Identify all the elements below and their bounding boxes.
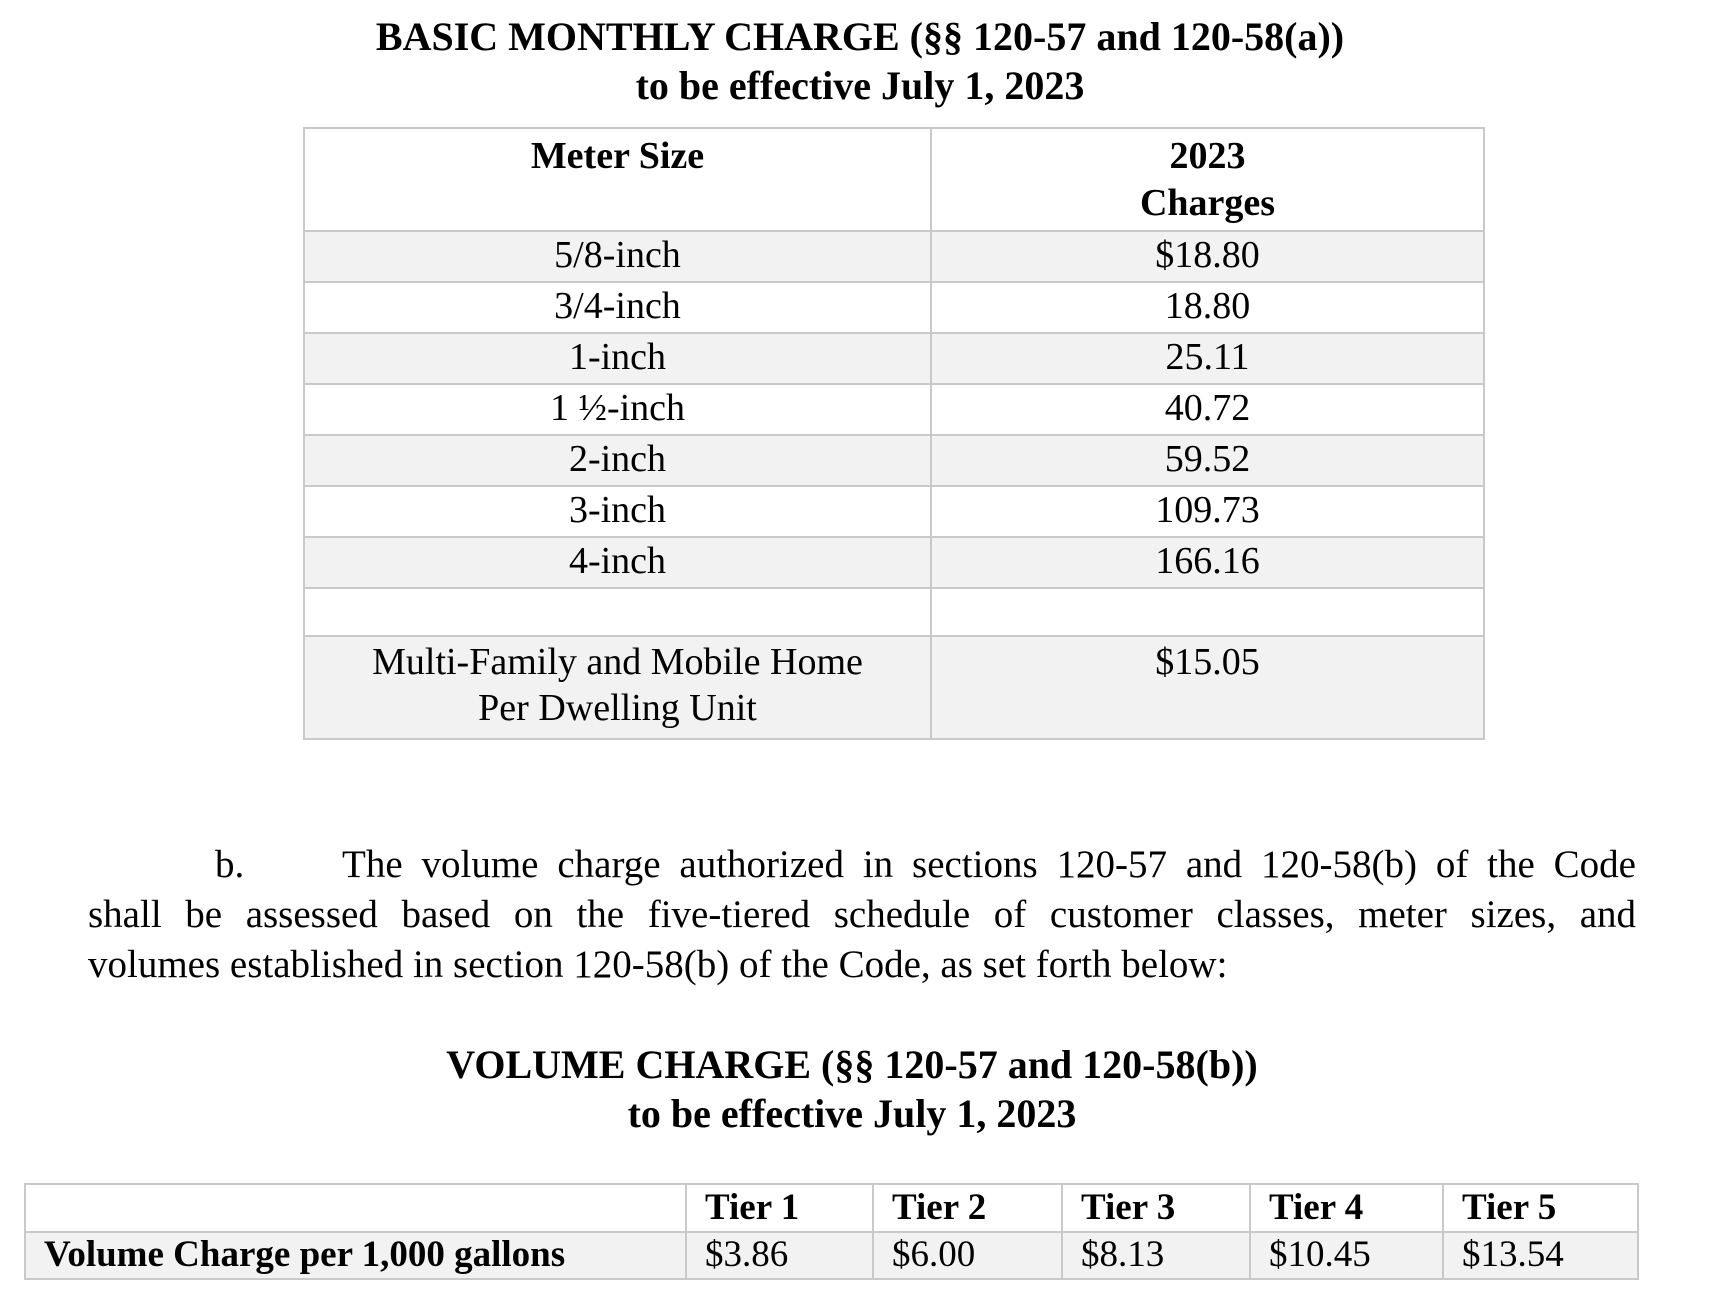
empty-row bbox=[304, 588, 1484, 636]
table-row bbox=[304, 231, 1484, 282]
volume-charge-row bbox=[25, 1232, 1638, 1279]
multi-family-label-line2: Per Dwelling Unit bbox=[478, 687, 757, 729]
meter-size-cell: 5/8-inch bbox=[304, 231, 931, 282]
empty-header-cell bbox=[25, 1184, 686, 1232]
table-row bbox=[304, 282, 1484, 333]
tier-header: Tier 1 bbox=[686, 1184, 873, 1232]
paragraph-b bbox=[88, 840, 1636, 990]
table-row bbox=[304, 435, 1484, 486]
tier-value: $10.45 bbox=[1250, 1232, 1443, 1279]
tier-header: Tier 5 bbox=[1443, 1184, 1638, 1232]
header-charges-label: Charges bbox=[1139, 182, 1276, 224]
meter-size-cell: 1 ½-inch bbox=[304, 384, 931, 435]
tier-value: $13.54 bbox=[1443, 1232, 1638, 1279]
tier-value: $6.00 bbox=[873, 1232, 1062, 1279]
paragraph-line-1 bbox=[88, 840, 1636, 890]
header-charges-year: 2023 bbox=[1169, 135, 1246, 177]
charge-cell: 25.11 bbox=[931, 333, 1484, 384]
paragraph-marker: b. bbox=[215, 843, 245, 886]
tier-header-row bbox=[25, 1184, 1638, 1232]
table-row bbox=[304, 537, 1484, 588]
tier-value: $3.86 bbox=[686, 1232, 873, 1279]
volume-charge-label: Volume Charge per 1,000 gallons bbox=[25, 1232, 686, 1279]
meter-size-cell: 1-inch bbox=[304, 333, 931, 384]
paragraph-line-1-text: The volume charge authorized in sections 120-57 and 120-58(b) of the Code bbox=[342, 843, 1636, 886]
charge-cell: 109.73 bbox=[931, 486, 1484, 537]
basic-charge-title-line2: to be effective July 1, 2023 bbox=[635, 63, 1085, 108]
table-row bbox=[304, 333, 1484, 384]
volume-charge-title-line1: VOLUME CHARGE (§§ 120-57 and 120-58(b)) bbox=[446, 1042, 1258, 1087]
volume-charge-title bbox=[0, 1040, 1704, 1138]
volume-charge-title-line2: to be effective July 1, 2023 bbox=[627, 1091, 1077, 1136]
tier-header: Tier 3 bbox=[1062, 1184, 1250, 1232]
multi-family-row bbox=[304, 636, 1484, 739]
tier-header: Tier 4 bbox=[1250, 1184, 1443, 1232]
charge-cell: 18.80 bbox=[931, 282, 1484, 333]
multi-family-label-line1: Multi-Family and Mobile Home bbox=[372, 641, 863, 683]
basic-charge-title-line1: BASIC MONTHLY CHARGE (§§ 120-57 and 120-58(a)) bbox=[375, 14, 1345, 59]
basic-charge-title bbox=[0, 12, 1720, 110]
tier-header: Tier 2 bbox=[873, 1184, 1062, 1232]
table-header-row bbox=[304, 128, 1484, 231]
meter-size-cell: 3/4-inch bbox=[304, 282, 931, 333]
paragraph-line-2: shall be assessed based on the five-tiered schedule of customer classes, meter sizes, and bbox=[88, 893, 1636, 936]
empty-cell bbox=[304, 588, 931, 636]
tier-value: $8.13 bbox=[1062, 1232, 1250, 1279]
multi-family-label bbox=[304, 636, 931, 739]
meter-size-cell: 2-inch bbox=[304, 435, 931, 486]
meter-size-cell: 3-inch bbox=[304, 486, 931, 537]
charge-cell: 166.16 bbox=[931, 537, 1484, 588]
header-charges bbox=[931, 128, 1484, 231]
charge-cell: $18.80 bbox=[931, 231, 1484, 282]
paragraph-line-3: volumes established in section 120-58(b) of the Code, as set forth below: bbox=[88, 943, 1228, 986]
multi-family-charge: $15.05 bbox=[931, 636, 1484, 739]
table-row bbox=[304, 384, 1484, 435]
volume-charge-table bbox=[24, 1183, 1639, 1280]
header-meter-size: Meter Size bbox=[304, 128, 931, 231]
meter-size-cell: 4-inch bbox=[304, 537, 931, 588]
charge-cell: 40.72 bbox=[931, 384, 1484, 435]
basic-charge-table bbox=[303, 127, 1485, 740]
charge-cell: 59.52 bbox=[931, 435, 1484, 486]
table-row bbox=[304, 486, 1484, 537]
empty-cell bbox=[931, 588, 1484, 636]
